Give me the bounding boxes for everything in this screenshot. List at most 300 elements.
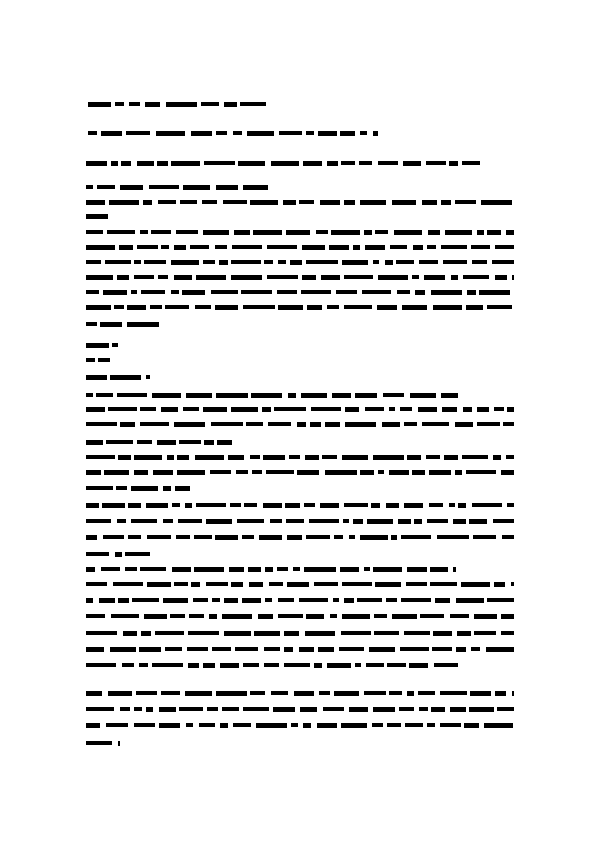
text-line [0,552,595,560]
pixelated-word [240,102,266,106]
pixelated-word [293,567,300,571]
pixelated-word [404,503,423,508]
text-line [0,305,595,313]
pixelated-word [409,663,428,668]
pixelated-word [284,663,310,667]
pixelated-word [157,161,168,166]
pixelated-word [86,375,107,380]
pixelated-word [373,707,395,712]
pixelated-word [267,245,297,249]
pixelated-word [419,260,438,264]
pixelated-word [399,707,414,711]
pixelated-word [506,230,514,235]
pixelated-word [163,519,173,523]
pixelated-word [471,647,480,651]
pixelated-word [128,503,141,508]
pixelated-word [216,185,238,190]
pixelated-word [353,519,363,524]
pixelated-word [254,631,280,636]
pixelated-word [185,691,212,696]
pixelated-word [206,582,228,586]
pixelated-word [441,393,458,398]
pixelated-word [400,407,412,411]
pixelated-word [396,260,414,264]
pixelated-word [284,631,299,636]
pixelated-word [144,260,166,264]
pixelated-word [86,631,117,635]
pixelated-word [107,230,135,234]
text-line [0,519,595,527]
pixelated-word [344,305,372,309]
pixelated-word [97,185,115,189]
pixelated-word [128,535,141,539]
pixelated-word [437,535,469,539]
text-line [0,214,595,222]
pixelated-word [299,200,314,204]
pixelated-word [86,422,117,426]
pixelated-word [442,407,457,412]
pixelated-word [360,535,388,540]
pixelated-word [86,343,109,348]
text-line [0,598,595,606]
pixelated-word [450,614,469,618]
pixelated-word [445,230,472,235]
pixelated-word [453,519,466,524]
pixelated-word [390,245,407,249]
pixelated-word [367,519,393,524]
pixelated-word [451,275,458,280]
pixelated-word [467,290,476,295]
pixelated-word [362,290,391,294]
pixelated-word [106,723,128,727]
pixelated-word [134,723,155,727]
pixelated-word [110,375,141,380]
pixelated-word [274,407,306,411]
pixelated-word [287,535,302,540]
text-line [0,290,595,298]
pixelated-word [163,598,188,603]
pixelated-word [484,723,513,728]
pixelated-word [365,245,385,250]
pixelated-word [344,503,368,507]
pixelated-word [143,200,152,205]
pixelated-word [86,455,115,459]
pixelated-word [126,131,150,135]
pixelated-word [391,535,397,540]
pixelated-word [127,322,159,327]
pixelated-word [470,691,491,696]
pixelated-word [360,131,367,135]
pixelated-word [372,723,383,727]
pixelated-word [318,647,334,652]
pixelated-word [432,647,452,651]
pixelated-word [497,707,514,711]
pixelated-word [195,305,211,309]
pixelated-word [203,230,229,235]
pixelated-word [332,393,351,398]
pixelated-word [137,245,158,249]
pixelated-word [242,598,261,603]
pixelated-word [343,519,349,523]
pixelated-word [441,245,467,249]
pixelated-word [171,260,199,265]
pixelated-word [136,691,157,695]
pixelated-word [86,598,93,603]
pixelated-word [404,631,430,635]
pixelated-word [407,691,414,696]
pixelated-word [247,131,274,136]
pixelated-word [285,503,300,508]
pixelated-word [238,161,265,166]
pixelated-word [86,582,107,586]
pixelated-word [212,647,231,651]
pixelated-word [86,486,113,490]
pixelated-word [469,707,494,712]
text-line [0,407,595,415]
text-line [0,741,595,749]
pixelated-word [129,102,140,106]
text-line [0,422,595,430]
pixelated-word [96,393,113,397]
pixelated-word [178,519,202,523]
pixelated-word [119,245,133,250]
pixelated-word [180,200,197,204]
pixelated-word [502,535,514,539]
pixelated-word [223,200,247,204]
pixelated-word [453,567,456,572]
pixelated-word [392,614,417,619]
pixelated-word [336,290,357,294]
pixelated-word [318,131,337,136]
text-line [0,200,595,208]
pixelated-word [311,407,341,411]
pixelated-word [357,598,382,602]
pixelated-word [209,614,217,619]
pixelated-word [444,455,458,460]
pixelated-word [195,455,224,460]
pixelated-word [250,691,265,695]
pixelated-word [86,230,103,234]
pixelated-word [134,260,141,264]
pixelated-word [386,503,399,508]
pixelated-word [494,407,504,411]
pixelated-word [150,305,162,309]
pixelated-word [479,290,510,295]
text-line [0,275,595,283]
pixelated-word [355,663,361,667]
pixelated-word [344,200,355,205]
pixelated-word [170,614,185,618]
pixelated-word [140,422,169,426]
pixelated-word [266,470,294,474]
pixelated-word [286,519,304,523]
pixelated-word [86,245,115,250]
pixelated-word [422,422,449,426]
pixelated-word [462,455,488,459]
pixelated-word [111,614,139,618]
pixelated-word [477,230,484,235]
pixelated-word [325,422,340,427]
pixelated-word [429,503,443,507]
pixelated-word [431,290,462,295]
pixelated-word [469,519,487,524]
pixelated-word [252,470,262,474]
pixelated-word [477,407,489,412]
pixelated-word [165,305,189,309]
pixelated-word [320,200,340,205]
pixelated-word [147,535,171,539]
pixelated-word [412,275,419,279]
pixelated-word [310,422,321,427]
pixelated-word [327,305,339,309]
pixelated-word [431,707,445,712]
pixelated-word [371,503,380,508]
pixelated-word [389,407,395,411]
pixelated-word [306,535,330,539]
pixelated-word [503,422,514,426]
pixelated-word [134,470,148,475]
pixelated-word [172,567,191,572]
pixelated-word [493,455,501,460]
pixelated-word [244,503,257,507]
pixelated-word [278,614,303,618]
pixelated-word [487,305,512,309]
pixelated-word [112,343,118,347]
pixelated-word [301,290,331,294]
pixelated-word [462,161,480,165]
pixelated-word [117,275,129,280]
pixelated-word [149,185,179,189]
pixelated-word [171,161,200,166]
pixelated-word [398,519,411,524]
pixelated-word [86,358,95,362]
pixelated-word [140,230,148,234]
pixelated-word [199,723,215,727]
pixelated-word [120,185,143,190]
pixelated-word [210,470,231,474]
pixelated-word [141,631,151,636]
pixelated-word [428,230,440,235]
pixelated-word [303,161,322,166]
pixelated-word [427,519,448,523]
pixelated-word [203,260,215,264]
pixelated-word [501,470,514,475]
pixelated-word [86,200,105,205]
pixelated-word [339,647,364,651]
pixelated-word [297,470,319,475]
pixelated-word [243,185,268,190]
pixelated-word [420,614,444,618]
pixelated-word [512,275,514,280]
pixelated-word [188,631,219,635]
pixelated-word [211,290,238,294]
pixelated-word [402,305,427,310]
pixelated-word [109,200,139,205]
pixelated-word [134,707,142,711]
pixelated-word [344,275,373,279]
pixelated-word [256,723,287,728]
pixelated-word [158,200,176,204]
pixelated-word [117,519,126,523]
pixelated-word [145,102,160,107]
pixelated-word [171,290,179,294]
text-line [0,663,595,671]
pixelated-word [165,647,182,651]
pixelated-word [501,631,514,635]
pixelated-word [341,723,367,728]
pixelated-word [277,290,297,294]
pixelated-word [146,375,150,379]
pixelated-word [487,598,514,602]
pixelated-word [375,230,388,234]
pixelated-word [341,631,371,635]
text-line [0,322,595,330]
pixelated-word [415,290,425,295]
pixelated-word [203,663,215,668]
pixelated-word [430,567,448,572]
pixelated-word [157,440,176,445]
text-line [0,102,595,110]
pixelated-word [134,275,154,279]
pixelated-word [186,723,193,727]
pixelated-word [243,707,269,711]
pixelated-word [86,214,108,219]
pixelated-word [294,691,314,696]
pixelated-word [378,470,384,474]
pixelated-word [278,305,303,310]
pixelated-word [224,598,238,603]
pixelated-word [224,631,251,636]
pixelated-word [259,535,282,540]
pixelated-word [211,422,243,426]
pixelated-word [263,503,282,508]
text-line [0,486,595,494]
pixelated-word [450,707,466,712]
pixelated-word [342,614,370,619]
pixelated-word [146,707,153,712]
text-line [0,723,595,731]
text-line [0,455,595,463]
pixelated-word [152,663,183,667]
pixelated-word [219,260,228,265]
pixelated-word [306,260,338,264]
pixelated-word [203,407,227,412]
pixelated-word [222,614,252,619]
pixelated-word [86,535,97,540]
pixelated-word [86,290,99,294]
pixelated-word [309,519,339,523]
pixelated-word [342,582,372,586]
pixelated-word [117,393,147,397]
pixelated-word [441,200,451,205]
pixelated-word [284,647,293,652]
pixelated-word [249,582,263,587]
pixelated-word [159,707,176,712]
pixelated-word [98,358,110,362]
pixelated-word [116,486,127,490]
pixelated-word [193,598,208,602]
pixelated-word [279,131,302,135]
pixelated-word [426,161,446,165]
pixelated-word [487,230,501,235]
pixelated-word [86,305,111,310]
pixelated-word [273,707,295,712]
pixelated-word [378,161,398,165]
pixelated-word [183,185,210,190]
pixelated-word [265,598,272,602]
pixelated-word [434,663,458,667]
pixelated-word [174,245,186,250]
pixelated-word [449,161,458,166]
pixelated-word [132,598,159,602]
pixelated-word [456,647,466,652]
pixelated-word [493,519,514,523]
text-line [0,358,595,366]
pixelated-word [191,582,200,587]
pixelated-word [263,455,285,460]
pixelated-word [507,407,514,412]
pixelated-word [156,131,185,136]
pixelated-word [166,102,197,107]
pixelated-word [342,455,368,460]
pixelated-word [155,631,184,635]
pixelated-word [189,614,204,618]
pixelated-word [481,200,512,205]
pixelated-word [222,707,239,711]
pixelated-word [383,393,404,397]
pixelated-word [401,535,431,539]
pixelated-word [301,393,327,398]
text-line [0,614,595,622]
pixelated-word [400,647,429,651]
pixelated-word [327,663,351,668]
pixelated-word [265,567,273,572]
pixelated-word [302,275,316,280]
pixelated-word [120,422,135,427]
pixelated-word [115,102,124,106]
pixelated-word [161,245,169,249]
pixelated-word [474,614,497,619]
pixelated-word [334,535,343,539]
pixelated-word [86,647,104,652]
pixelated-word [201,102,219,106]
pixelated-word [385,260,393,265]
pixelated-word [359,161,372,165]
pixelated-word [297,422,306,427]
pixelated-word [131,519,157,523]
pixelated-word [378,275,408,280]
pixelated-word [108,691,132,696]
pixelated-word [110,647,136,652]
pixelated-word [365,407,384,411]
pixelated-word [486,647,514,652]
pixelated-word [206,519,232,524]
pixelated-word [101,131,122,136]
pixelated-word [271,691,288,695]
pixelated-word [289,455,300,459]
pixelated-word [394,230,422,235]
pixelated-word [477,422,500,426]
pixelated-word [86,407,105,412]
pixelated-word [182,290,205,295]
pixelated-word [86,552,109,556]
pixelated-word [194,567,224,572]
pixelated-word [131,290,137,294]
pixelated-word [299,598,328,602]
pixelated-word [494,582,505,587]
pixelated-word [373,567,402,572]
pixelated-word [456,598,484,603]
